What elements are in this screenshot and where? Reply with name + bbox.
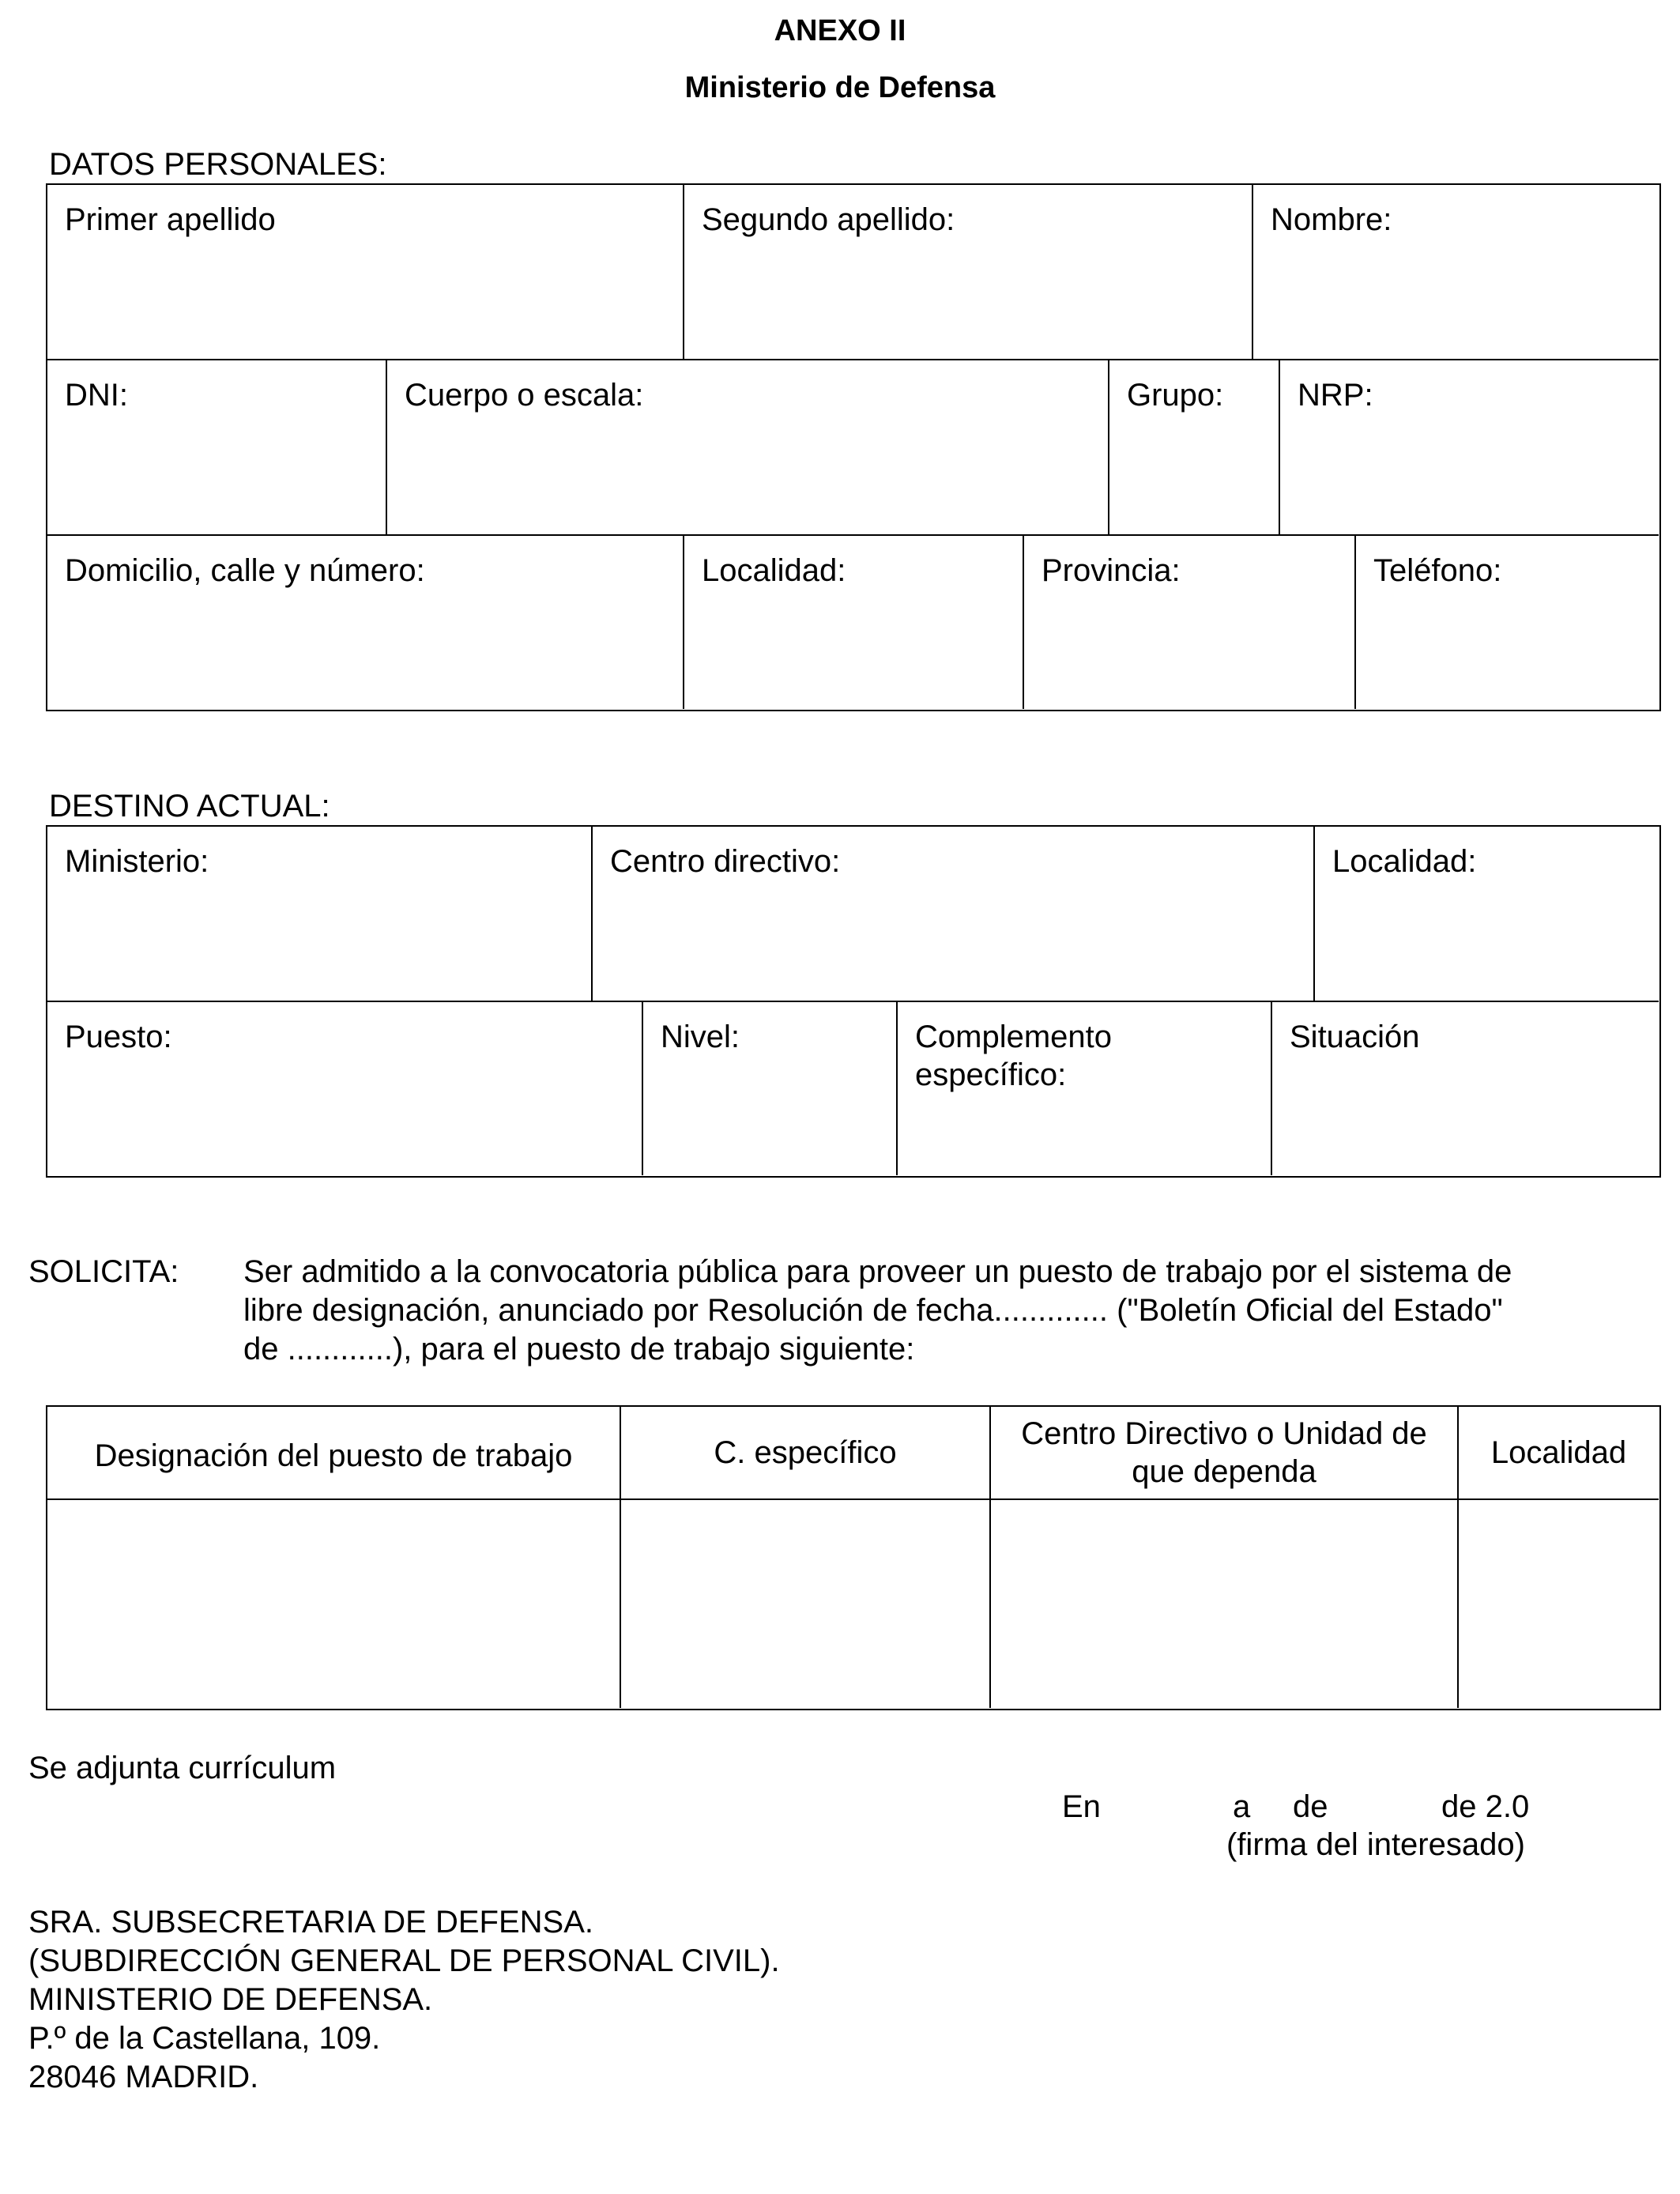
field-label: Primer apellido [65, 202, 276, 237]
header-localidad [1459, 1407, 1659, 1500]
personal-data-table [46, 183, 1661, 711]
field-label: NRP: [1298, 378, 1373, 413]
annex-title: ANEXO II [774, 14, 906, 47]
header-label: Designación del puesto de trabajo [94, 1438, 573, 1473]
field-segundo-apellido[interactable] [684, 185, 1253, 360]
field-puesto[interactable] [47, 1002, 643, 1175]
field-label: Cuerpo o escala: [405, 378, 644, 413]
field-label: Ministerio: [65, 844, 209, 879]
field-label: Centro directivo: [610, 844, 841, 879]
field-primer-apellido[interactable] [47, 185, 684, 360]
attach-note: Se adjunta currículum [28, 1751, 337, 1785]
field-domicilio[interactable] [47, 536, 684, 709]
field-nrp[interactable] [1280, 360, 1659, 536]
address-line: P.º de la Castellana, 109. [28, 2021, 381, 2056]
field-label: Localidad: [702, 553, 846, 588]
date-year: de 2.0 [1441, 1789, 1530, 1824]
field-localidad[interactable] [684, 536, 1024, 709]
field-label: Segundo apellido: [702, 202, 955, 237]
field-provincia[interactable] [1024, 536, 1356, 709]
field-nivel[interactable] [643, 1002, 898, 1175]
field-label: Domicilio, calle y número: [65, 553, 425, 588]
ministry-title: Ministerio de Defensa [684, 71, 996, 104]
address-line: 28046 MADRID. [28, 2060, 259, 2094]
field-complemento-especifico[interactable] [898, 1002, 1272, 1175]
signature-caption: (firma del interesado) [1226, 1827, 1525, 1862]
personal-section-label: DATOS PERSONALES: [49, 147, 387, 182]
destino-table [46, 825, 1661, 1178]
field-label: Complemento específico: [915, 1020, 1113, 1092]
input-centro-directivo[interactable] [991, 1500, 1459, 1708]
solicita-text [243, 1253, 1587, 1369]
field-destino-localidad[interactable] [1315, 827, 1659, 1002]
address-line: SRA. SUBSECRETARIA DE DEFENSA. [28, 1905, 593, 1940]
field-nombre[interactable] [1253, 185, 1659, 360]
header-label: C. específico [714, 1435, 897, 1470]
field-cuerpo-escala[interactable] [387, 360, 1109, 536]
header-designacion [47, 1407, 621, 1500]
field-situacion[interactable] [1272, 1002, 1659, 1175]
input-c-especifico[interactable] [621, 1500, 991, 1708]
field-telefono[interactable] [1356, 536, 1659, 709]
field-dni[interactable] [47, 360, 387, 536]
field-label: Nivel: [661, 1020, 740, 1054]
header-label: Centro Directivo o Unidad de que dependa [1021, 1416, 1427, 1489]
field-grupo[interactable] [1109, 360, 1280, 536]
field-label: Nombre: [1271, 202, 1392, 237]
solicita-line: de ............), para el puesto de trabajo siguiente: [243, 1332, 915, 1367]
destino-section-label: DESTINO ACTUAL: [49, 789, 330, 824]
field-label: DNI: [65, 378, 128, 413]
header-centro-directivo [991, 1407, 1459, 1500]
field-label: Teléfono: [1373, 553, 1502, 588]
field-label: Localidad: [1332, 844, 1477, 879]
field-centro-directivo[interactable] [593, 827, 1315, 1002]
solicita-label: SOLICITA: [28, 1254, 179, 1289]
header-c-especifico [621, 1407, 991, 1500]
field-ministerio[interactable] [47, 827, 593, 1002]
solicita-line: libre designación, anunciado por Resolución de fecha............. ("Boletín Oficial del Estado" [243, 1293, 1503, 1328]
date-de: de [1293, 1789, 1328, 1824]
date-a: a [1233, 1789, 1251, 1824]
field-label: Provincia: [1042, 553, 1181, 588]
field-label: Puesto: [65, 1020, 172, 1054]
date-en: En [1062, 1789, 1101, 1824]
address-line: (SUBDIRECCIÓN GENERAL DE PERSONAL CIVIL). [28, 1943, 780, 1978]
field-label: Grupo: [1127, 378, 1224, 413]
header-label: Localidad [1490, 1435, 1627, 1470]
input-localidad[interactable] [1459, 1500, 1659, 1708]
solicita-line: Ser admitido a la convocatoria pública para proveer un puesto de trabajo por el sistema de [243, 1254, 1512, 1289]
field-label: Situación [1290, 1020, 1420, 1054]
input-designacion[interactable] [47, 1500, 621, 1708]
puesto-table [46, 1405, 1661, 1710]
recipient-address [28, 1903, 780, 2097]
address-line: MINISTERIO DE DEFENSA. [28, 1982, 433, 2017]
